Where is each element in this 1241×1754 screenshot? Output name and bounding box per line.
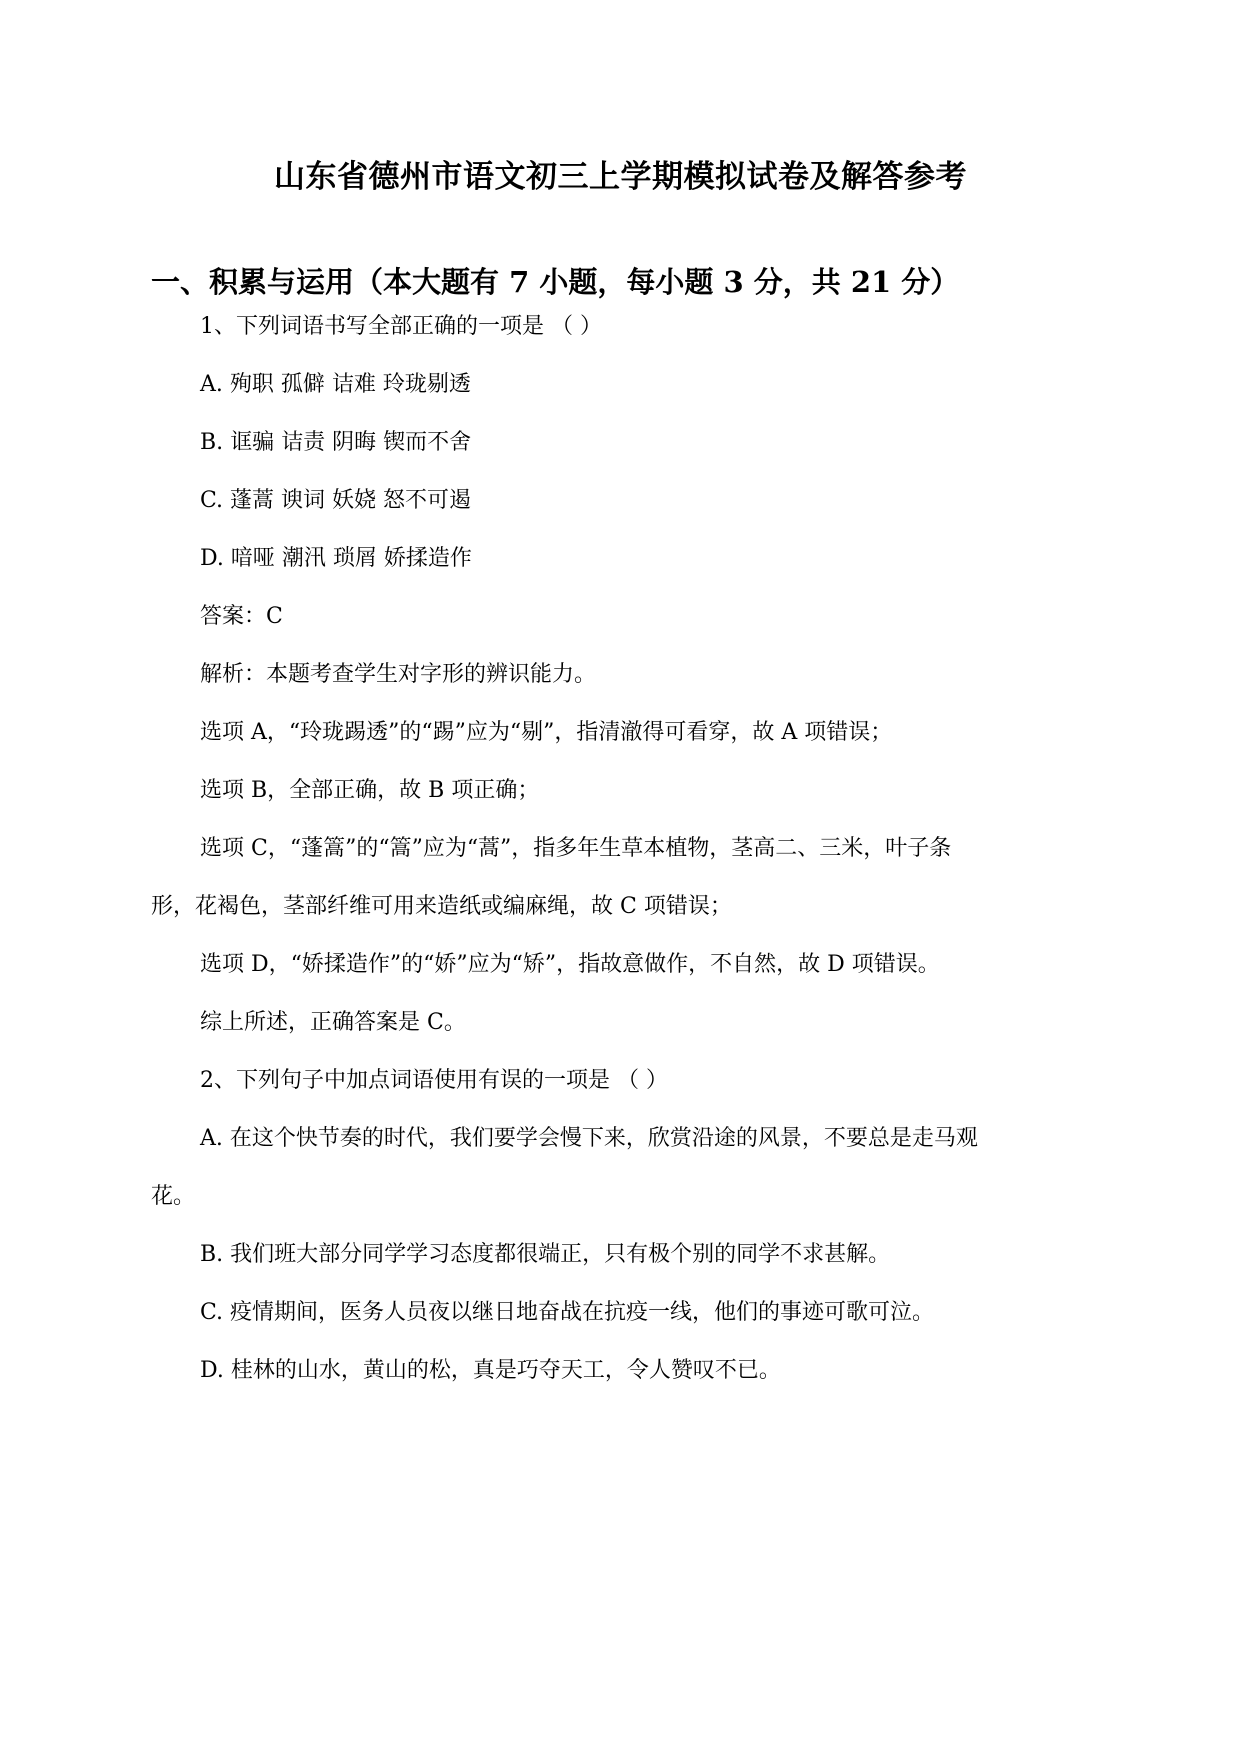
question-1-answer: 答案：C (200, 604, 283, 629)
question-1-analysis-b: 选项 B，全部正确，故 B 项正确； (200, 778, 540, 803)
question-1-analysis-c-line1: 选项 C，“蓬篙”的“篙”应为“蒿”，指多年生草本植物，茎高二、三米，叶子条 (200, 836, 952, 861)
page-title: 山东省德州市语文初三上学期模拟试卷及解答参考 (274, 159, 967, 195)
question-2-option-a-line1: A. 在这个快节奏的时代，我们要学会慢下来，欣赏沿途的风景，不要总是走马观 (200, 1126, 978, 1151)
question-1-analysis-a: 选项 A，“玲珑踢透”的“踢”应为“剔”，指清澈得可看穿，故 A 项错误； (200, 720, 893, 745)
question-1-analysis-d: 选项 D，“娇揉造作”的“娇”应为“矫”，指故意做作，不自然，故 D 项错误。 (200, 952, 940, 977)
question-2-stem: 2、下列句子中加点词语使用有误的一项是 （ ） (200, 1068, 668, 1093)
question-2-option-c: C. 疫情期间，医务人员夜以继日地奋战在抗疫一线，他们的事迹可歌可泣。 (200, 1300, 935, 1325)
question-1-option-d: D. 喑哑 潮汛 琐屑 娇揉造作 (200, 546, 472, 571)
question-1-conclusion: 综上所述，正确答案是 C。 (200, 1010, 466, 1035)
question-1-stem: 1、下列词语书写全部正确的一项是 （ ） (200, 314, 602, 339)
question-1-analysis-intro: 解析：本题考查学生对字形的辨识能力。 (200, 662, 597, 687)
question-2-option-b: B. 我们班大部分同学学习态度都很端正，只有极个别的同学不求甚解。 (200, 1242, 891, 1267)
section-heading: 一、积累与运用（本大题有 7 小题，每小题 3 分，共 21 分） (151, 265, 960, 299)
question-1-option-c: C. 蓬蒿 谀词 妖娆 怒不可遏 (200, 488, 472, 513)
question-1-option-b: B. 诓骗 诘责 阴晦 锲而不舍 (200, 430, 472, 455)
question-1-option-a: A. 殉职 孤僻 诘难 玲珑剔透 (200, 372, 471, 397)
question-2-option-a-line2: 花。 (151, 1184, 196, 1209)
question-1-analysis-c-line2: 形，花褐色，茎部纤维可用来造纸或编麻绳，故 C 项错误； (151, 894, 732, 919)
question-2-option-d: D. 桂林的山水，黄山的松，真是巧夺天工，令人赞叹不已。 (200, 1358, 781, 1383)
